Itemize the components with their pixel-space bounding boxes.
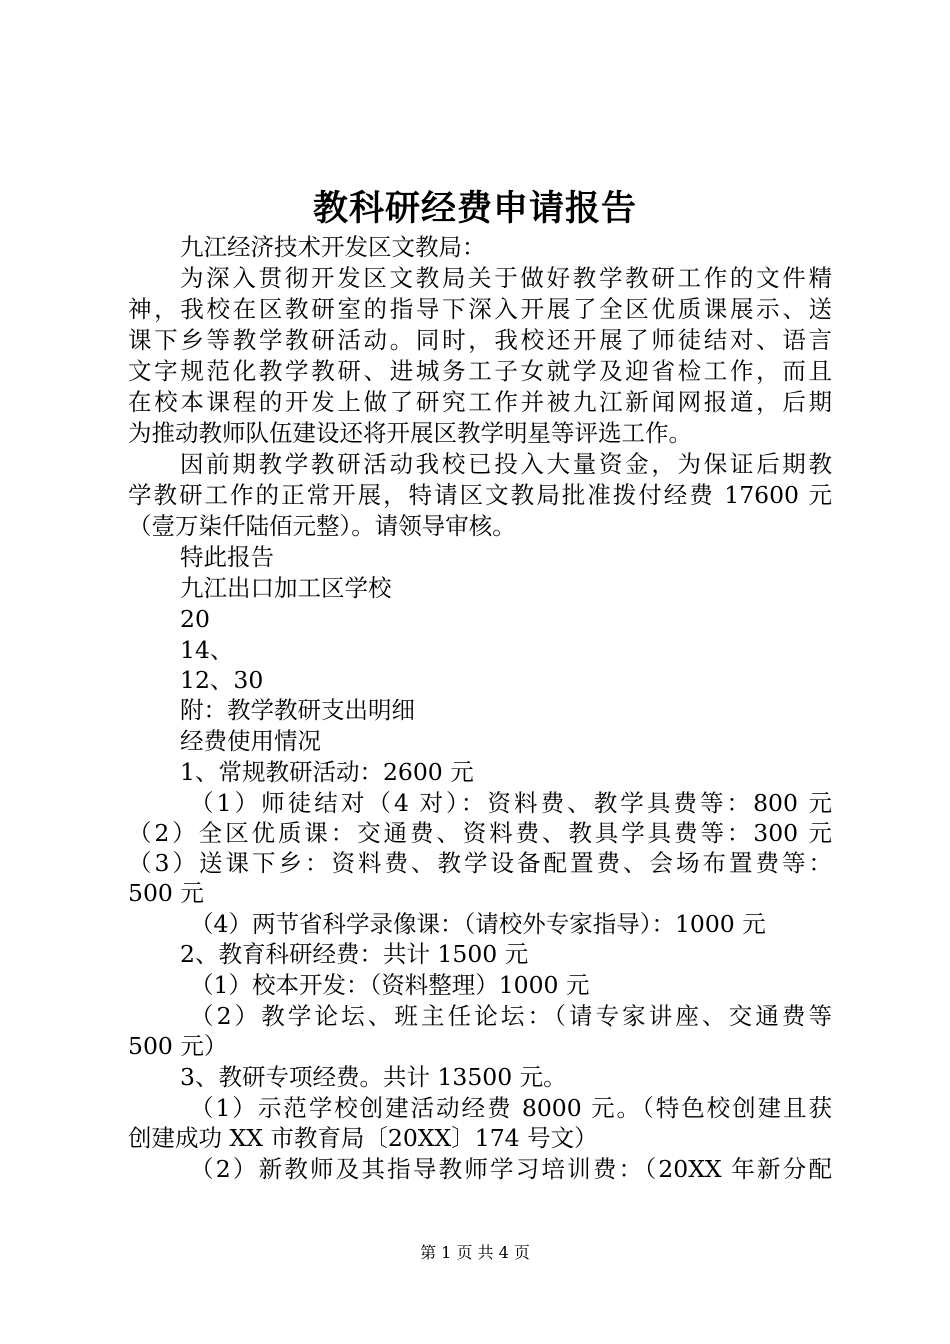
date-line: 12、30 (180, 666, 264, 694)
list-item: 创建成功 XX 市教育局〔20XX〕174 号文） (128, 1124, 598, 1152)
list-item: （1）校本开发：（资料整理）1000 元 (190, 971, 590, 999)
date-line: 20 (180, 605, 210, 633)
appendix-heading: 附：教学教研支出明细 (180, 696, 415, 724)
document-title: 教科研经费申请报告 (312, 188, 637, 229)
list-item: （2）教学论坛、班主任论坛：（请专家讲座、交通费等 (190, 1002, 832, 1030)
body-line: 学教研工作的正常开展，特请区文教局批准拨付经费 17600 元 (128, 481, 832, 509)
school-name: 九江出口加工区学校 (180, 574, 392, 602)
list-item: （1）师徒结对（4 对）：资料费、教学具费等：800 元 (190, 789, 832, 817)
closing-text: 特此报告 (180, 543, 274, 571)
page-footer: 第 1 页 共 4 页 (420, 1243, 530, 1262)
list-item: 500 元 (128, 879, 204, 907)
list-item: （3）送课下乡：资料费、教学设备配置费、会场布置费等： (128, 849, 832, 877)
date-line: 14、 (180, 636, 234, 664)
list-item: （4）两节省科学录像课：（请校外专家指导）：1000 元 (190, 910, 766, 938)
body-line: 文字规范化教学教研、进城务工子女就学及迎省检工作，而且 (128, 357, 832, 385)
list-item: （2）全区优质课：交通费、资料费、教具学具费等：300 元 (128, 819, 832, 847)
body-line: 课下乡等教学教研活动。同时，我校还开展了师徒结对、语言 (128, 326, 832, 354)
body-line: 因前期教学教研活动我校已投入大量资金，为保证后期教 (180, 450, 832, 478)
list-item: 500 元） (128, 1032, 228, 1060)
list-item: 2、教育科研经费：共计 1500 元 (180, 940, 529, 968)
body-line: 为深入贯彻开发区文教局关于做好教学教研工作的文件精 (180, 264, 832, 292)
body-line: 在校本课程的开发上做了研究工作并被九江新闻网报道，后期 (128, 388, 832, 416)
body-line: （壹万柒仟陆佰元整）。请领导审核。 (128, 512, 516, 540)
body-line: 为推动教师队伍建设还将开展区教学明星等评选工作。 (128, 419, 692, 447)
body-line: 神，我校在区教研室的指导下深入开展了全区优质课展示、送 (128, 295, 832, 323)
list-item: 3、教研专项经费。共计 13500 元。 (180, 1063, 567, 1091)
section-heading: 经费使用情况 (180, 727, 321, 755)
list-item: （1）示范学校创建活动经费 8000 元。（特色校创建且获 (190, 1094, 832, 1122)
salutation: 九江经济技术开发区文教局： (180, 233, 486, 261)
list-item: （2）新教师及其指导教师学习培训费：（20XX 年新分配 (190, 1155, 832, 1183)
list-item: 1、常规教研活动：2600 元 (180, 758, 474, 786)
